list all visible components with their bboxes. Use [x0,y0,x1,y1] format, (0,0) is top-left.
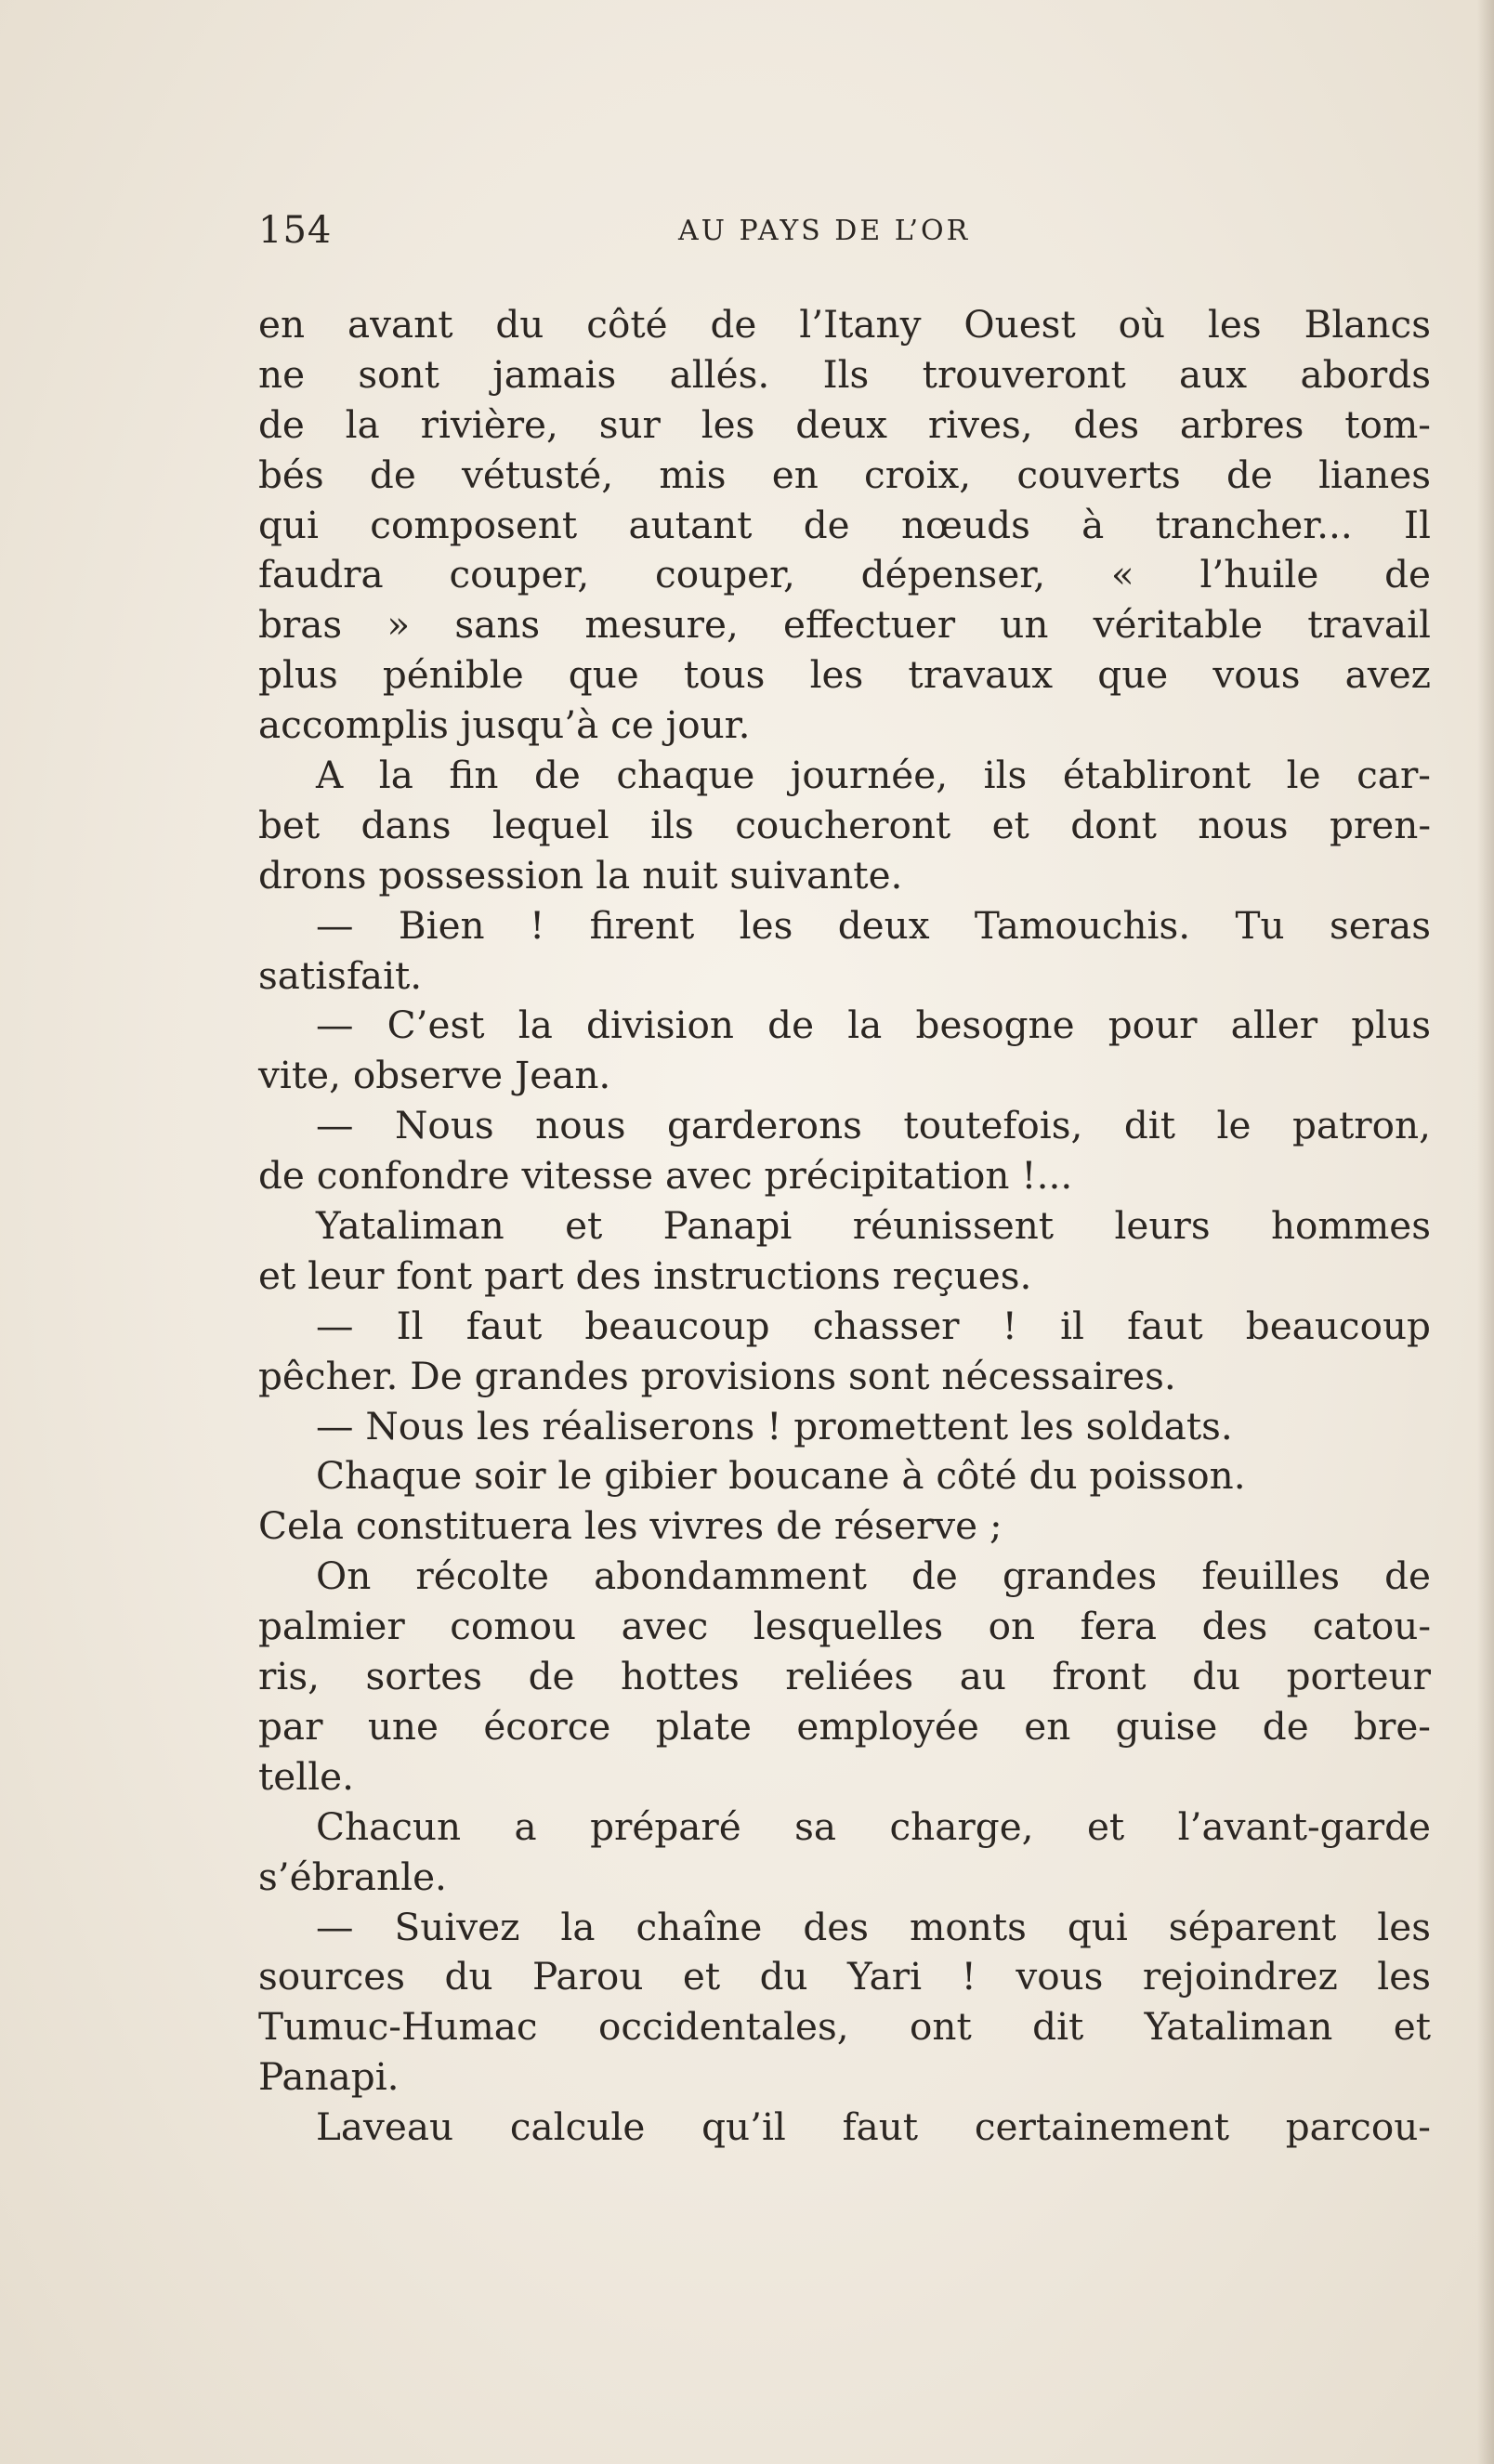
text-line: telle. [258,1753,354,1799]
text-line: A la fin de chaque journée, ils établiront le car- [316,753,1431,798]
running-title: AU PAYS DE L’OR [678,215,971,247]
text-line: palmier comou avec lesquelles on fera des catou- [258,1604,1431,1649]
text-line: On récolte abondamment de grandes feuilles de [316,1553,1431,1599]
text-line: drons possession la nuit suivante. [258,852,903,898]
text-line: — Nous nous garderons toutefois, dit le patron, [316,1103,1431,1148]
page-header [258,203,1431,258]
text-line: de confondre vitesse avec précipitation !... [258,1153,1073,1199]
text-line: bet dans lequel ils coucheront et dont nous pren- [258,802,1431,847]
text-line: Yataliman et Panapi réunissent leurs hommes [316,1203,1431,1249]
body-text [258,300,1431,2153]
text-line: Laveau calcule qu’il faut certainement parcou- [316,2104,1431,2150]
text-line: — Bien ! firent les deux Tamouchis. Tu seras [316,902,1431,948]
text-line: — Nous les réaliserons ! promettent les soldats. [316,1403,1233,1448]
text-line: qui composent autant de nœuds à trancher... Il [258,502,1431,547]
text-line: plus pénible que tous les travaux que vous avez [258,652,1431,698]
text-line: — Il faut beaucoup chasser ! il faut beaucoup [316,1303,1431,1348]
text-line: faudra couper, couper, dépenser, « l’huile de [258,552,1431,597]
text-line: pêcher. De grandes provisions sont nécessaires. [258,1353,1176,1398]
text-line: satisfait. [258,952,423,998]
text-line: par une écorce plate employée en guise de bre- [258,1703,1431,1749]
text-line: ris, sortes de hottes reliées au front du porteur [258,1654,1431,1699]
text-line: en avant du côté de l’Itany Ouest où les Blancs [258,302,1431,347]
text-line: bras » sans mesure, effectuer un véritable travail [258,602,1431,648]
text-line: Chacun a préparé sa charge, et l’avant-garde [316,1803,1431,1849]
text-line: Chaque soir le gibier boucane à côté du poisson. [316,1453,1246,1499]
text-line: Panapi. [258,2054,400,2100]
text-line: accomplis jusqu’à ce jour. [258,702,751,748]
text-line: — Suivez la chaîne des monts qui séparent les [316,1904,1431,1949]
text-line: s’ébranle. [258,1854,447,1899]
text-line: Tumuc-Humac occidentales, ont dit Yataliman et [258,2004,1431,2050]
text-line: sources du Parou et du Yari ! vous rejoindrez les [258,1954,1431,1999]
page-edge-shadow [1477,0,1494,2464]
text-line: ne sont jamais allés. Ils trouveront aux abords [258,351,1431,397]
text-line: de la rivière, sur les deux rives, des arbres tom- [258,401,1431,447]
text-line: bés de vétusté, mis en croix, couverts de lianes [258,452,1431,497]
text-line: et leur font part des instructions reçues. [258,1252,1032,1298]
text-line: vite, observe Jean. [258,1053,611,1098]
page-number: 154 [258,209,333,252]
text-line: Cela constituera les vivres de réserve ; [258,1503,1003,1549]
text-line: — C’est la division de la besogne pour aller plus [316,1003,1431,1048]
